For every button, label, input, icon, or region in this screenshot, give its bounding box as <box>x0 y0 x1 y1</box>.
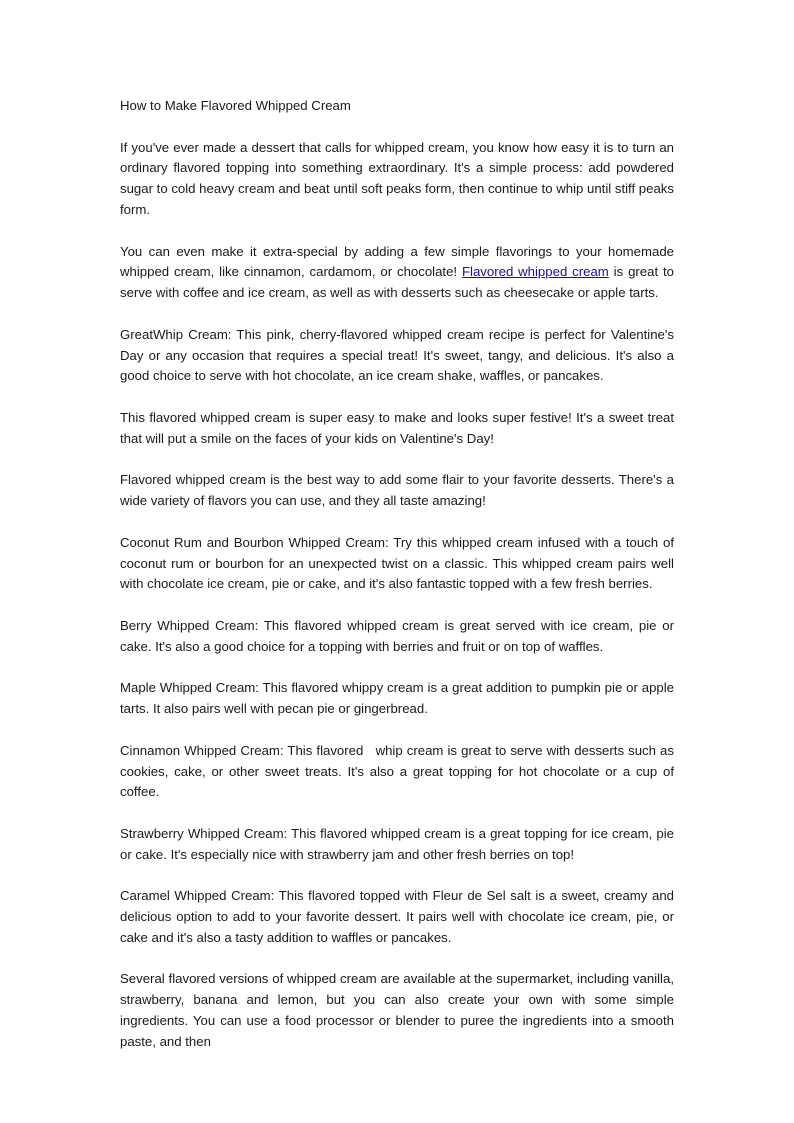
paragraph-caramel: Caramel Whipped Cream: This flavored topped with Fleur de Sel salt is a sweet, creamy and delicious option to add to your favorite dessert. It pairs well with chocolate ice cream, pie, or cake and it's also a tasty addition to waffles or pancakes. <box>120 888 674 945</box>
paragraph-maple: Maple Whipped Cream: This flavored whippy cream is a great addition to pumpkin pie or apple tarts. It also pairs well with pecan pie or gingerbread. <box>120 680 674 717</box>
document-title: How to Make Flavored Whipped Cream <box>120 98 351 113</box>
paragraph-greatwhip: GreatWhip Cream: This pink, cherry-flavored whipped cream recipe is perfect for Valentine's Day or any occasion that requires a special treat! It's sweet, tangy, and delicious. It's also a good choice to serve with hot chocolate, an ice cream shake, waffles, or pancakes. <box>120 326 674 384</box>
paragraph-intro: If you've ever made a dessert that calls for whipped cream, you know how easy it is to turn an ordinary flavored topping into something extraordinary. It's a simple process: add powdered sugar to cold heavy cream and beat until soft peaks form, then continue to whip until stiff peaks form. <box>120 139 674 217</box>
paragraph-flavorings-text-after: is great to serve with coffee and ice cream, as well as with desserts such as cheesecake or apple tarts. <box>120 264 674 301</box>
paragraph-cinnamon: Cinnamon Whipped Cream: This flavored whip cream is great to serve with desserts such as cookies, cake, or other sweet treats. It's also a great topping for hot chocolate or a cup of coffee. <box>120 742 678 800</box>
paragraph-flavorings <box>120 242 674 304</box>
paragraph-flavorings-text-before: You can even make it extra-special by adding a few simple flavorings to your homemade whipped cream, like cinnamon, cardamom, or chocolate! <box>120 243 674 280</box>
paragraph-supermarket: Several flavored versions of whipped cream are available at the supermarket, including vanilla, strawberry, banana and lemon, but you can also create your own with some simple ingredients. You can use a food processor or blender to puree the ingredients into a smooth paste, and then <box>120 971 674 1049</box>
paragraph-berry: Berry Whipped Cream: This flavored whipped cream is great served with ice cream, pie or cake. It's also a good choice for a topping with berries and fruit or on top of waffles. <box>120 617 674 654</box>
paragraph-coconut-rum: Coconut Rum and Bourbon Whipped Cream: Try this whipped cream infused with a touch of coconut rum or bourbon for an unexpected twist on a classic. This whipped cream pairs well with chocolate ice cream, pie or cake, and it's also fantastic topped with a few fresh berries. <box>120 534 674 592</box>
document-page <box>120 96 678 1053</box>
paragraph-valentines: This flavored whipped cream is super easy to make and looks super festive! It's a sweet treat that will put a smile on the faces of your kids on Valentine's Day! <box>120 409 674 446</box>
flavored-whipped-cream-link[interactable]: Flavored whipped cream <box>461 264 609 280</box>
paragraph-flair: Flavored whipped cream is the best way to add some flair to your favorite desserts. There's a wide variety of flavors you can use, and they all taste amazing! <box>120 472 674 509</box>
paragraph-strawberry: Strawberry Whipped Cream: This flavored whipped cream is a great topping for ice cream, pie or cake. It's especially nice with strawberry jam and other fresh berries on top! <box>120 825 674 862</box>
